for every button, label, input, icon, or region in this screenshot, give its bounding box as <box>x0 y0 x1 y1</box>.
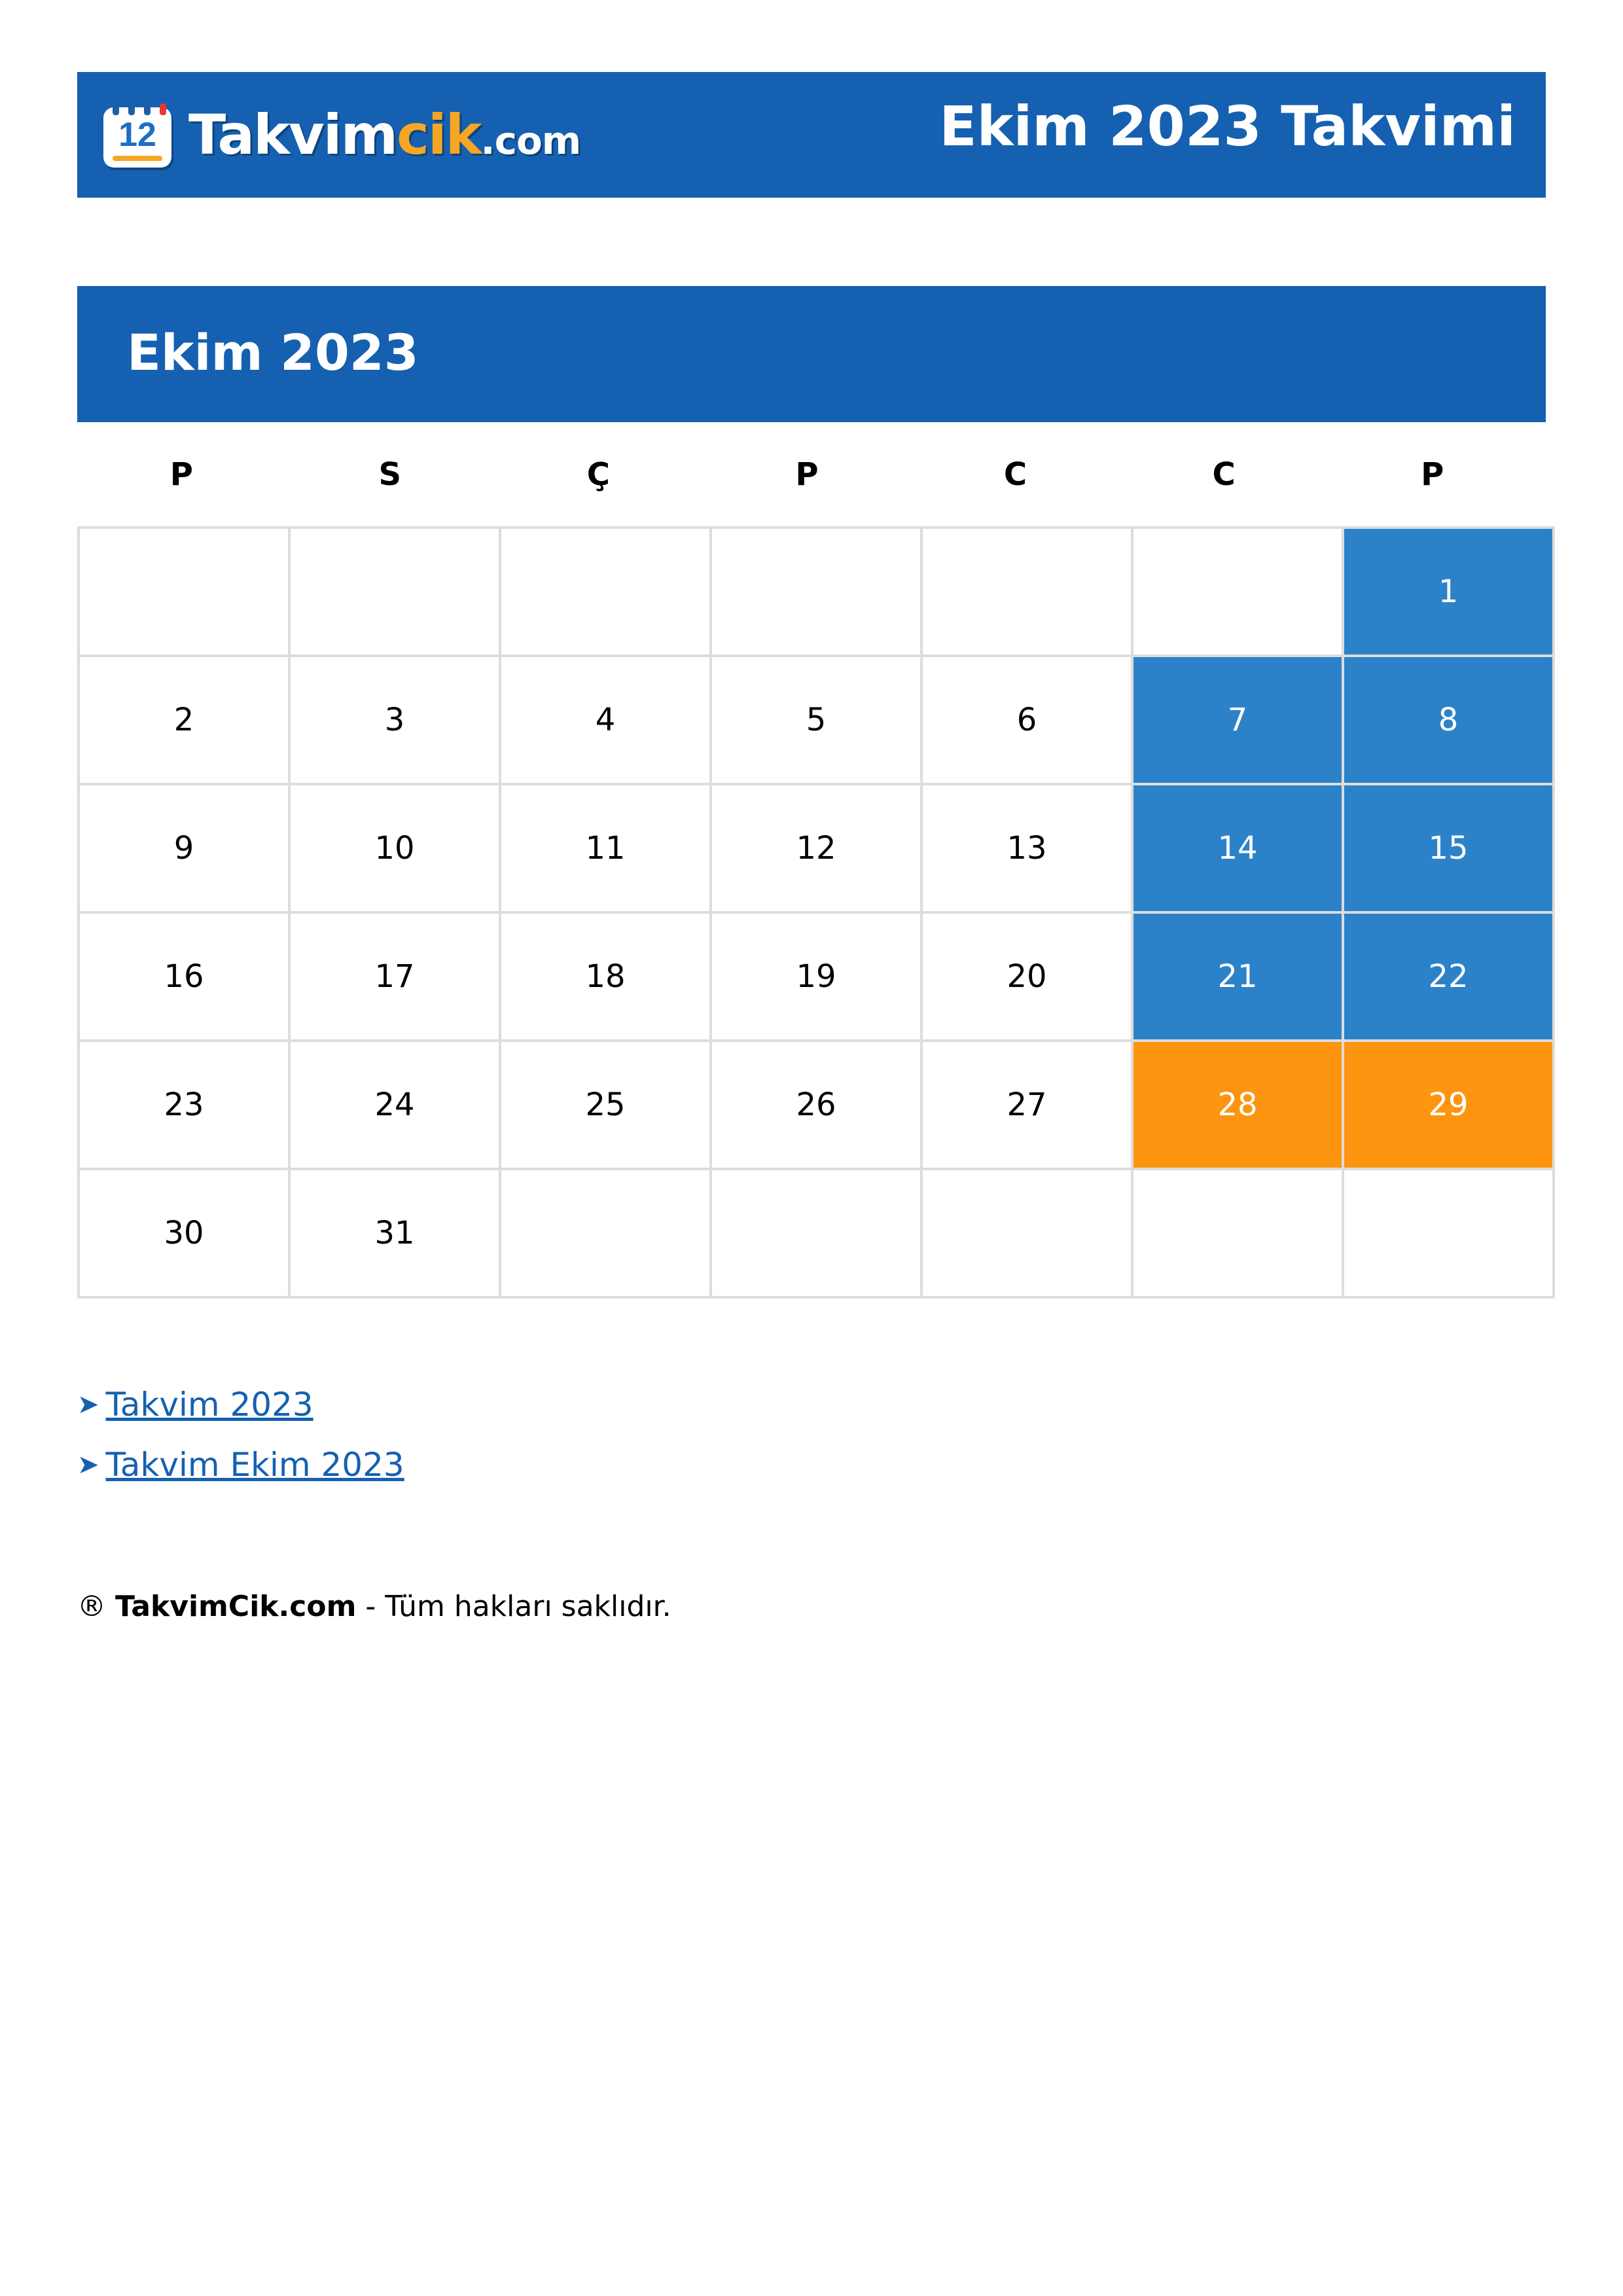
weekday-label: P <box>795 456 819 493</box>
empty-day-cell <box>711 1169 921 1297</box>
registered-symbol: ® <box>77 1590 106 1623</box>
calendar-grid <box>77 526 1555 1299</box>
link-item <box>77 1374 404 1435</box>
related-links <box>77 1374 404 1495</box>
calendar-week-row <box>79 1169 1554 1297</box>
day-cell: 18 <box>500 912 711 1041</box>
day-cell: 10 <box>289 784 500 912</box>
empty-day-cell <box>711 528 921 656</box>
empty-day-cell <box>1132 528 1343 656</box>
day-cell: 7 <box>1132 656 1343 784</box>
day-cell: 11 <box>500 784 711 912</box>
link-takvim-ekim-2023[interactable]: Takvim Ekim 2023 <box>105 1446 404 1484</box>
day-cell: 16 <box>79 912 289 1041</box>
empty-day-cell <box>921 1169 1132 1297</box>
arrow-right-icon: ➤ <box>77 1450 99 1480</box>
day-cell: 3 <box>289 656 500 784</box>
logo-text <box>188 102 580 173</box>
link-takvim-2023[interactable]: Takvim 2023 <box>105 1386 313 1424</box>
day-cell: 9 <box>79 784 289 912</box>
month-title: Ekim 2023 <box>127 323 419 382</box>
logo-text-tld: .com <box>480 118 581 163</box>
empty-day-cell <box>500 1169 711 1297</box>
day-cell: 20 <box>921 912 1132 1041</box>
empty-day-cell <box>289 528 500 656</box>
day-cell: 30 <box>79 1169 289 1297</box>
empty-day-cell <box>79 528 289 656</box>
footer-text: - Tüm hakları saklıdır. <box>356 1590 671 1623</box>
page-header <box>77 72 1546 198</box>
day-cell: 5 <box>711 656 921 784</box>
calendar-week-row <box>79 912 1554 1041</box>
day-cell: 6 <box>921 656 1132 784</box>
day-cell: 4 <box>500 656 711 784</box>
empty-day-cell <box>921 528 1132 656</box>
day-cell: 28 <box>1132 1041 1343 1169</box>
day-cell: 23 <box>79 1041 289 1169</box>
weekday-label: P <box>169 456 193 493</box>
weekday-label: C <box>1003 456 1027 493</box>
weekday-label: Ç <box>586 456 611 493</box>
day-cell: 31 <box>289 1169 500 1297</box>
day-cell: 8 <box>1343 656 1554 784</box>
day-cell: 2 <box>79 656 289 784</box>
month-banner <box>77 286 1546 422</box>
calendar-icon <box>103 107 171 168</box>
site-logo[interactable] <box>103 102 581 170</box>
day-cell: 14 <box>1132 784 1343 912</box>
day-cell: 1 <box>1343 528 1554 656</box>
day-cell: 21 <box>1132 912 1343 1041</box>
day-cell: 13 <box>921 784 1132 912</box>
day-cell: 22 <box>1343 912 1554 1041</box>
calendar-week-row <box>79 1041 1554 1169</box>
weekday-label: P <box>1421 456 1444 493</box>
day-cell: 15 <box>1343 784 1554 912</box>
empty-day-cell <box>1132 1169 1343 1297</box>
footer-brand: TakvimCik.com <box>115 1590 357 1623</box>
weekday-label: S <box>378 456 402 493</box>
empty-day-cell <box>1343 1169 1554 1297</box>
day-cell: 12 <box>711 784 921 912</box>
day-cell: 27 <box>921 1041 1132 1169</box>
day-cell: 17 <box>289 912 500 1041</box>
day-cell: 26 <box>711 1041 921 1169</box>
day-cell: 24 <box>289 1041 500 1169</box>
calendar-week-row <box>79 784 1554 912</box>
logo-text-accent: cik <box>397 102 481 167</box>
calendar-icon-number: 12 <box>118 116 156 154</box>
day-cell: 19 <box>711 912 921 1041</box>
weekday-header-row <box>77 445 1537 504</box>
calendar-week-row <box>79 656 1554 784</box>
day-cell: 29 <box>1343 1041 1554 1169</box>
page-title: Ekim 2023 Takvimi <box>939 94 1516 158</box>
arrow-right-icon: ➤ <box>77 1390 99 1420</box>
logo-text-main: Takvim <box>188 102 397 167</box>
empty-day-cell <box>500 528 711 656</box>
calendar-week-row <box>79 528 1554 656</box>
link-item <box>77 1435 404 1495</box>
day-cell: 25 <box>500 1041 711 1169</box>
footer <box>77 1584 671 1630</box>
weekday-label: C <box>1212 456 1236 493</box>
